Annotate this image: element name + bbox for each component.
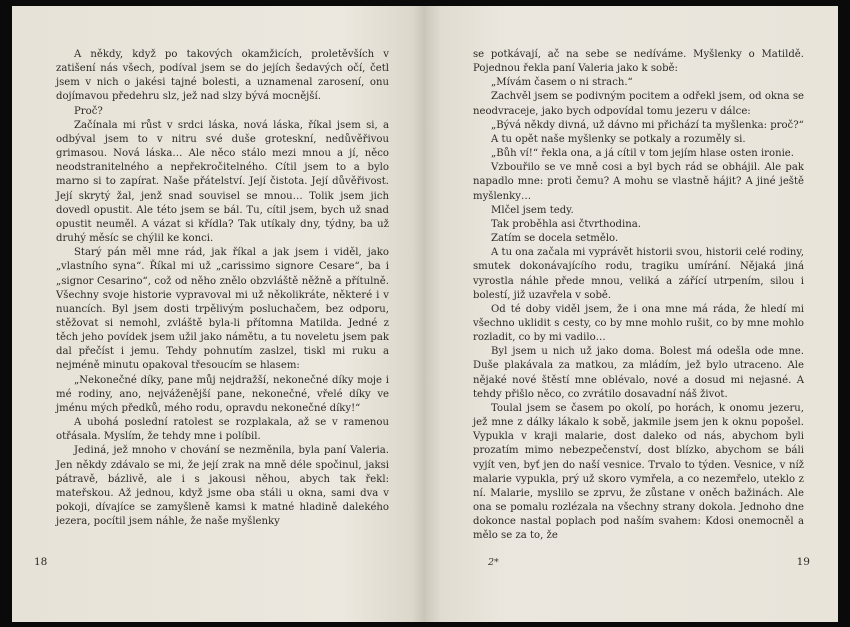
paragraph: A někdy, když po takových okamžicích, proletěvších v zatišení nás všech, podíval jsem se do jejích šedavých očí, četl jsem v nich o jakési tajné bolesti, a uznamenal zarosení, onu dojímavou předehru slz, jež nad slzy bývá mocnější. — [56, 49, 389, 103]
paragraph: Zatím se docela setmělo. — [491, 233, 619, 245]
paragraph: Začínala mi růst v srdci láska, nová láska, říkal jsem si, a odbýval jsem to v nitru své duše groteskní, nedůvěřivou grimasou. Nová láska… Ale něco stálo mezi mnou a jí, něco neodstranitelného a nepřekročitelného. Cítil jsem to a bylo marno si to zapírat. Naše přátelství. Její čistota. Její důvěřivost. Její skrytý žal, jenž snad souvisel se mnou… Tolik jsem jich dovedl opustit. Ale této jsem se bál. Tu, cítil jsem, bych už snad opustit neuměl. A vázat si křídla? Tak utíkaly dny, týdny, ba už druhý měsíc se chýlil ke konci. — [56, 119, 389, 245]
paragraph: A tu ona začala mi vyprávět historii svou, historii celé rodiny, smutek dokonávajícího rodu, tragiku umírání. Nějaká jiná vyrostla náhle přede mnou, veliká a zářící utrpením, silou i bolestí, již uzavřela v sobě. — [473, 247, 804, 301]
signature-mark: 2* — [488, 557, 499, 568]
paragraph: Vzbouřilo se ve mně cosi a byl bych rád se obhájil. Ale pak napadlo mne: proti čemu? A mohu se vlastně hájit? A jiné ještě myšlenky… — [473, 162, 804, 202]
page-number: 18 — [34, 556, 48, 568]
paragraph: „Mívám časem o ni strach.“ — [491, 77, 633, 89]
right-page — [425, 6, 838, 622]
paragraph: A ubohá poslední ratolest se rozplakala, až se v ramenou otřásala. Myslím, že tehdy mne i políbil. — [56, 417, 389, 443]
paragraph: „Bývá někdy divná, už dávno mi přichází ta myšlenka: proč?“ — [491, 119, 804, 131]
paragraph: „Bůh ví!“ řekla ona, a já cítil v tom jejím hlase osten ironie. — [491, 148, 794, 160]
left-page-text — [56, 48, 389, 529]
paragraph: Mlčel jsem tedy. — [491, 204, 574, 216]
paragraph: „Nekonečné díky, pane můj nejdražší, nekonečné díky moje i mé rodiny, ano, nejváženější pane, nekonečné, vřelé díky ve jménu mých předků, mého rodu, opravdu nekonečné díky!“ — [56, 374, 389, 414]
paragraph: se potkávají, ač na sebe se nedíváme. Myšlenky o Matildě. Pojednou řekla paní Valeria jako k sobě: — [473, 49, 804, 75]
paragraph: Jediná, jež mnoho v chování se nezměnila, byla paní Valeria. Jen někdy zdávalo se mi, že její zrak na mně déle spočinul, jaksi pátravě, bázlivě, ale i s jakousi něhou, abych tak řekl: mateřskou. Až jednou, když jsme oba stáli u okna, sami dva v pokoji, dívajíce se zamyšleně kamsi k matné hladině dalekého jezera, pocítil jsem náhle, že naše myšlenky — [56, 445, 389, 528]
paragraph: Zachvěl jsem se podivným pocitem a odřekl jsem, od okna se neodvraceje, jako bych odpovídal tomu jezeru v dálce: — [473, 91, 804, 117]
paragraph: A tu opět naše myšlenky se potkaly a rozuměly si. — [491, 133, 746, 145]
paragraph: Byl jsem u nich už jako doma. Bolest má odešla ode mne. Duše plakávala za matkou, za mládím, jež bylo utraceno. Ale nějaké nové štěstí mne oblévalo, nové a dosud mi nejasné. A tehdy přišlo něco, co zvrátilo dosavadní náš život. — [473, 346, 804, 400]
page-number: 19 — [796, 556, 810, 568]
book-spread — [12, 6, 838, 622]
paragraph: Starý pán měl mne rád, jak říkal a jak jsem i viděl, jako „vlastního syna“. Říkal mi už „carissimo signore Cesare“, ba i „signor Cesarino“, což od něho znělo obzvláště něžně a přítulně. Všechny svoje historie vypravoval mi už několikráte, některé i v nuancích. Byl jsem dosti trpělivým posluchačem, bez odporu, stěžovat si nemohl, zvláště byla-li přítomna Matilda. Jedné z těch jeho povídek jsem užil jako námětu, a tu noveletu jsem pak dal přečíst i jemu. Tehdy pohnutím zaslzel, tiskl mi ruku a nejméně minutu opakoval třesoucím se hlasem: — [56, 247, 389, 372]
right-page-text — [473, 48, 804, 543]
paragraph: Tak proběhla asi čtvrthodina. — [491, 218, 641, 230]
paragraph: Od té doby viděl jsem, že i ona mne má ráda, že hledí mi všechno uklidit s cesty, co by mne mohlo rušit, co by mne mohlo rozladit, co by mi vadilo… — [473, 303, 804, 344]
paragraph: Proč? — [74, 105, 103, 117]
left-page — [12, 6, 425, 622]
paragraph: Toulal jsem se časem po okolí, po horách, k onomu jezeru, jež mne z dálky lákalo k sobě, jakmile jsem jen k oknu popošel. Vypukla v kraji malarie, dost daleko od nás, abychom byli prozatím mimo nebezpečenství, dost blízko, abychom se báli vyjít ven, byť jen do naší vesnice. Trvalo to týden. Vesnice, v níž malarie vypukla, prý už skoro vymřela, a co nezemřelo, uteklo z ní. Malarie, myslilo se zprvu, že zůstane v oněch bažinách. Ale ona se pomalu rozlézala na všechny strany dokola. Jednoho dne dokonce nastal poplach pod naším svahem: Kdosi onemocněl a mělo se za to, že — [473, 402, 804, 542]
